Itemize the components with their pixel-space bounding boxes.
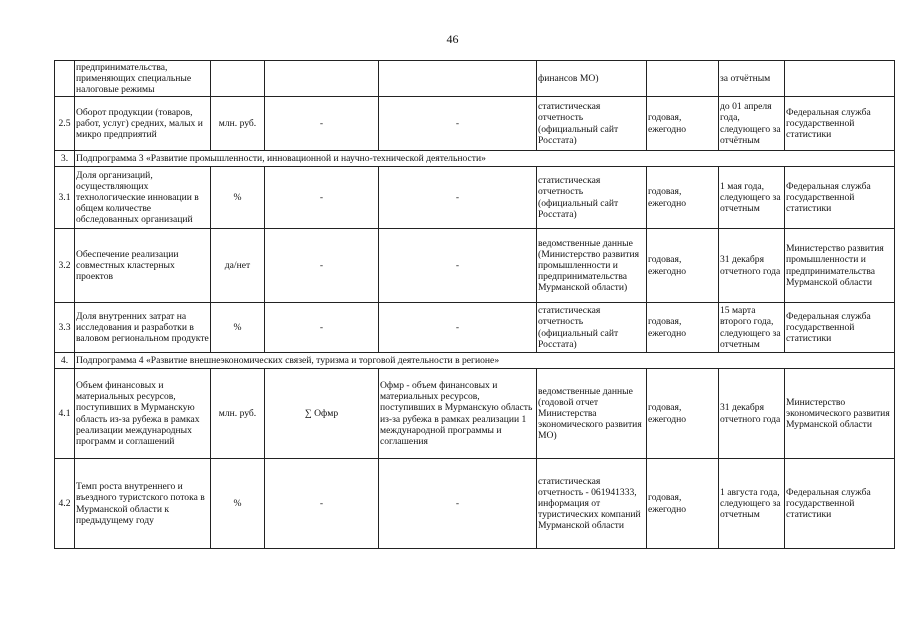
- row-number: 3.: [55, 151, 75, 167]
- deadline-cell: 1 августа года, следующего за отчетным: [719, 459, 785, 549]
- table-row: [55, 229, 895, 303]
- section-row: [55, 151, 895, 167]
- periodicity-cell: годовая, ежегодно: [647, 97, 719, 151]
- formula-cell: [265, 61, 379, 97]
- table-row: [55, 97, 895, 151]
- method-cell: -: [379, 229, 537, 303]
- row-number: 3.1: [55, 167, 75, 229]
- method-cell: -: [379, 459, 537, 549]
- deadline-cell: 1 мая года, следующего за отчетным: [719, 167, 785, 229]
- periodicity-cell: годовая, ежегодно: [647, 229, 719, 303]
- periodicity-cell: годовая, ежегодно: [647, 459, 719, 549]
- formula-cell: -: [265, 303, 379, 353]
- indicator-name: Обеспечение реализации совместных кластерных проектов: [75, 229, 211, 303]
- deadline-cell: за отчётным: [719, 61, 785, 97]
- method-cell: -: [379, 303, 537, 353]
- unit-cell: %: [211, 459, 265, 549]
- section-title: Подпрограмма 4 «Развитие внешнеэкономических связей, туризма и торговой деятельности в регионе»: [75, 353, 895, 369]
- formula-cell: ∑ Офмр: [265, 369, 379, 459]
- unit-cell: млн. руб.: [211, 369, 265, 459]
- periodicity-cell: годовая, ежегодно: [647, 369, 719, 459]
- page-number: 46: [446, 32, 459, 46]
- table-row: [55, 61, 895, 97]
- responsible-cell: [785, 61, 895, 97]
- row-number: 3.3: [55, 303, 75, 353]
- unit-cell: [211, 61, 265, 97]
- deadline-cell: до 01 апреля года, следующего за отчётным: [719, 97, 785, 151]
- table-row: [55, 459, 895, 549]
- formula-cell: -: [265, 167, 379, 229]
- unit-cell: да/нет: [211, 229, 265, 303]
- indicator-name: Доля организаций, осуществляющих технологические инновации в общем количестве обследованных организаций: [75, 167, 211, 229]
- responsible-cell: Федеральная служба государственной статистики: [785, 303, 895, 353]
- formula-cell: -: [265, 459, 379, 549]
- responsible-cell: Федеральная служба государственной статистики: [785, 167, 895, 229]
- method-cell: -: [379, 167, 537, 229]
- row-number: 2.5: [55, 97, 75, 151]
- row-number: 3.2: [55, 229, 75, 303]
- unit-cell: %: [211, 303, 265, 353]
- method-cell: [379, 61, 537, 97]
- data-source: финансов МО): [537, 61, 647, 97]
- responsible-cell: Федеральная служба государственной статистики: [785, 459, 895, 549]
- periodicity-cell: [647, 61, 719, 97]
- deadline-cell: 15 марта второго года, следующего за отчетным: [719, 303, 785, 353]
- periodicity-cell: годовая, ежегодно: [647, 167, 719, 229]
- table-row: [55, 167, 895, 229]
- formula-description: Офмр - объем финансовых и материальных ресурсов, поступивших в Мурманскую область из-за рубежа в рамках реализации 1 международной программы и соглашения: [379, 369, 537, 459]
- responsible-cell: Министерство экономического развития Мурманской области: [785, 369, 895, 459]
- row-number: 4.: [55, 353, 75, 369]
- data-source: ведомственные данные (Министерство развития промышленности и предпринимательства Мурманской области): [537, 229, 647, 303]
- indicator-name: Оборот продукции (товаров, работ, услуг) средних, малых и микро предприятий: [75, 97, 211, 151]
- section-title: Подпрограмма 3 «Развитие промышленности, инновационной и научно-технической деятельности»: [75, 151, 895, 167]
- responsible-cell: Министерство развития промышленности и предпринимательства Мурманской области: [785, 229, 895, 303]
- deadline-cell: 31 декабря отчетного года: [719, 369, 785, 459]
- row-number: 4.1: [55, 369, 75, 459]
- indicator-name: предпринимательства, применяющих специальные налоговые режимы: [75, 61, 211, 97]
- section-row: [55, 353, 895, 369]
- deadline-cell: 31 декабря отчетного года: [719, 229, 785, 303]
- table-row: [55, 369, 895, 459]
- indicator-name: Доля внутренних затрат на исследования и разработки в валовом региональном продукте: [75, 303, 211, 353]
- indicator-name: Объем финансовых и материальных ресурсов, поступивших в Мурманскую область из-за рубежа в рамках реализации международных программ и соглашений: [75, 369, 211, 459]
- table-row: [55, 303, 895, 353]
- indicators-table: [54, 60, 895, 549]
- data-source: статистическая отчетность - 061941333, информация от туристических компаний Мурманской области: [537, 459, 647, 549]
- unit-cell: %: [211, 167, 265, 229]
- formula-cell: -: [265, 229, 379, 303]
- formula-cell: -: [265, 97, 379, 151]
- data-source: ведомственные данные (годовой отчет Министерства экономического развития МО): [537, 369, 647, 459]
- responsible-cell: Федеральная служба государственной статистики: [785, 97, 895, 151]
- data-source: статистическая отчетность (официальный сайт Росстата): [537, 97, 647, 151]
- method-cell: -: [379, 97, 537, 151]
- unit-cell: млн. руб.: [211, 97, 265, 151]
- indicator-name: Темп роста внутреннего и въездного туристского потока в Мурманской области к предыдущему году: [75, 459, 211, 549]
- periodicity-cell: годовая, ежегодно: [647, 303, 719, 353]
- row-number: [55, 61, 75, 97]
- data-source: статистическая отчетность (официальный сайт Росстата): [537, 303, 647, 353]
- data-source: статистическая отчетность (официальный сайт Росстата): [537, 167, 647, 229]
- row-number: 4.2: [55, 459, 75, 549]
